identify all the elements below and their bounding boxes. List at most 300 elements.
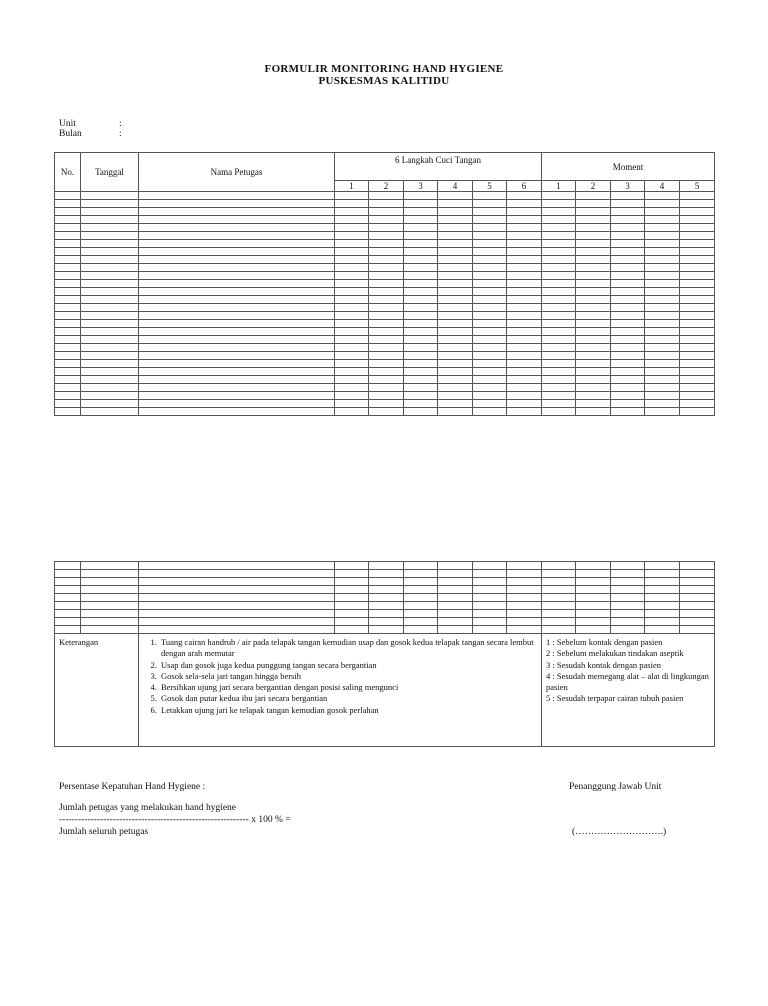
table-cell[interactable]: [645, 602, 680, 610]
table-cell[interactable]: [404, 400, 438, 408]
table-cell[interactable]: [81, 280, 139, 288]
table-cell[interactable]: [611, 296, 645, 304]
table-cell[interactable]: [139, 192, 335, 200]
table-cell[interactable]: [369, 368, 404, 376]
table-cell[interactable]: [369, 224, 404, 232]
table-cell[interactable]: [335, 400, 369, 408]
table-cell[interactable]: [404, 320, 438, 328]
table-cell[interactable]: [404, 368, 438, 376]
table-cell[interactable]: [507, 200, 542, 208]
table-cell[interactable]: [507, 586, 542, 594]
table-cell[interactable]: [139, 408, 335, 416]
table-cell[interactable]: [335, 200, 369, 208]
table-cell[interactable]: [369, 312, 404, 320]
table-cell[interactable]: [139, 562, 335, 570]
table-cell[interactable]: [680, 384, 715, 392]
table-cell[interactable]: [55, 392, 81, 400]
table-cell[interactable]: [542, 296, 576, 304]
table-cell[interactable]: [335, 578, 369, 586]
table-cell[interactable]: [404, 240, 438, 248]
table-cell[interactable]: [542, 360, 576, 368]
table-cell[interactable]: [576, 408, 611, 416]
table-cell[interactable]: [507, 344, 542, 352]
table-cell[interactable]: [369, 570, 404, 578]
table-cell[interactable]: [473, 272, 507, 280]
table-cell[interactable]: [404, 618, 438, 626]
table-cell[interactable]: [473, 304, 507, 312]
table-cell[interactable]: [645, 594, 680, 602]
table-cell[interactable]: [81, 602, 139, 610]
table-cell[interactable]: [611, 336, 645, 344]
table-cell[interactable]: [645, 256, 680, 264]
table-cell[interactable]: [645, 208, 680, 216]
table-cell[interactable]: [645, 192, 680, 200]
table-cell[interactable]: [81, 248, 139, 256]
table-cell[interactable]: [473, 602, 507, 610]
table-cell[interactable]: [507, 368, 542, 376]
table-cell[interactable]: [542, 224, 576, 232]
table-cell[interactable]: [81, 594, 139, 602]
table-cell[interactable]: [542, 232, 576, 240]
table-cell[interactable]: [369, 336, 404, 344]
table-cell[interactable]: [680, 240, 715, 248]
table-cell[interactable]: [404, 578, 438, 586]
table-cell[interactable]: [404, 408, 438, 416]
table-cell[interactable]: [507, 408, 542, 416]
table-cell[interactable]: [473, 594, 507, 602]
table-cell[interactable]: [680, 200, 715, 208]
table-cell[interactable]: [81, 400, 139, 408]
table-cell[interactable]: [473, 360, 507, 368]
table-cell[interactable]: [576, 288, 611, 296]
table-cell[interactable]: [139, 312, 335, 320]
table-cell[interactable]: [81, 610, 139, 618]
table-cell[interactable]: [438, 594, 473, 602]
table-cell[interactable]: [576, 344, 611, 352]
table-cell[interactable]: [680, 392, 715, 400]
table-cell[interactable]: [369, 618, 404, 626]
table-cell[interactable]: [404, 216, 438, 224]
table-cell[interactable]: [404, 610, 438, 618]
table-cell[interactable]: [680, 208, 715, 216]
table-cell[interactable]: [507, 320, 542, 328]
table-cell[interactable]: [542, 618, 576, 626]
table-cell[interactable]: [473, 336, 507, 344]
table-cell[interactable]: [680, 400, 715, 408]
table-cell[interactable]: [473, 368, 507, 376]
table-cell[interactable]: [645, 328, 680, 336]
table-cell[interactable]: [438, 562, 473, 570]
table-cell[interactable]: [645, 248, 680, 256]
table-cell[interactable]: [576, 312, 611, 320]
table-cell[interactable]: [473, 400, 507, 408]
table-cell[interactable]: [680, 248, 715, 256]
table-cell[interactable]: [369, 280, 404, 288]
table-cell[interactable]: [335, 594, 369, 602]
table-cell[interactable]: [680, 578, 715, 586]
table-cell[interactable]: [438, 200, 473, 208]
table-cell[interactable]: [335, 288, 369, 296]
table-cell[interactable]: [81, 320, 139, 328]
table-cell[interactable]: [473, 240, 507, 248]
table-cell[interactable]: [507, 296, 542, 304]
table-cell[interactable]: [542, 312, 576, 320]
table-cell[interactable]: [335, 248, 369, 256]
table-cell[interactable]: [576, 368, 611, 376]
table-cell[interactable]: [55, 360, 81, 368]
table-cell[interactable]: [611, 216, 645, 224]
table-cell[interactable]: [55, 562, 81, 570]
table-cell[interactable]: [680, 368, 715, 376]
table-cell[interactable]: [139, 352, 335, 360]
table-cell[interactable]: [55, 344, 81, 352]
table-cell[interactable]: [369, 586, 404, 594]
table-cell[interactable]: [645, 392, 680, 400]
table-cell[interactable]: [438, 368, 473, 376]
table-cell[interactable]: [611, 384, 645, 392]
table-cell[interactable]: [473, 618, 507, 626]
table-cell[interactable]: [369, 602, 404, 610]
table-cell[interactable]: [611, 618, 645, 626]
table-cell[interactable]: [542, 208, 576, 216]
table-cell[interactable]: [576, 280, 611, 288]
table-cell[interactable]: [81, 304, 139, 312]
table-cell[interactable]: [507, 594, 542, 602]
table-cell[interactable]: [611, 368, 645, 376]
table-cell[interactable]: [369, 304, 404, 312]
table-cell[interactable]: [335, 336, 369, 344]
table-cell[interactable]: [139, 264, 335, 272]
table-cell[interactable]: [55, 264, 81, 272]
table-cell[interactable]: [645, 336, 680, 344]
table-cell[interactable]: [139, 392, 335, 400]
table-cell[interactable]: [55, 384, 81, 392]
table-cell[interactable]: [507, 280, 542, 288]
table-cell[interactable]: [542, 248, 576, 256]
table-cell[interactable]: [438, 336, 473, 344]
table-cell[interactable]: [369, 610, 404, 618]
table-cell[interactable]: [645, 200, 680, 208]
table-cell[interactable]: [680, 232, 715, 240]
table-cell[interactable]: [139, 578, 335, 586]
table-cell[interactable]: [335, 570, 369, 578]
table-cell[interactable]: [335, 368, 369, 376]
table-cell[interactable]: [55, 408, 81, 416]
table-cell[interactable]: [335, 586, 369, 594]
table-cell[interactable]: [404, 328, 438, 336]
table-cell[interactable]: [55, 208, 81, 216]
table-cell[interactable]: [55, 296, 81, 304]
table-cell[interactable]: [335, 610, 369, 618]
table-cell[interactable]: [611, 328, 645, 336]
table-cell[interactable]: [139, 232, 335, 240]
table-cell[interactable]: [81, 224, 139, 232]
table-cell[interactable]: [369, 192, 404, 200]
table-cell[interactable]: [404, 296, 438, 304]
table-cell[interactable]: [369, 360, 404, 368]
table-cell[interactable]: [438, 312, 473, 320]
table-cell[interactable]: [404, 272, 438, 280]
table-cell[interactable]: [473, 312, 507, 320]
table-cell[interactable]: [335, 384, 369, 392]
table-cell[interactable]: [576, 328, 611, 336]
table-cell[interactable]: [369, 562, 404, 570]
table-cell[interactable]: [438, 360, 473, 368]
table-cell[interactable]: [139, 360, 335, 368]
table-cell[interactable]: [680, 602, 715, 610]
table-cell[interactable]: [335, 320, 369, 328]
table-cell[interactable]: [139, 368, 335, 376]
table-cell[interactable]: [542, 200, 576, 208]
table-cell[interactable]: [81, 312, 139, 320]
table-cell[interactable]: [542, 610, 576, 618]
table-cell[interactable]: [507, 360, 542, 368]
table-cell[interactable]: [404, 280, 438, 288]
table-cell[interactable]: [404, 264, 438, 272]
table-cell[interactable]: [438, 344, 473, 352]
table-cell[interactable]: [139, 602, 335, 610]
table-cell[interactable]: [438, 240, 473, 248]
table-cell[interactable]: [438, 578, 473, 586]
table-cell[interactable]: [645, 360, 680, 368]
table-cell[interactable]: [542, 368, 576, 376]
table-cell[interactable]: [507, 256, 542, 264]
table-cell[interactable]: [542, 344, 576, 352]
table-cell[interactable]: [438, 570, 473, 578]
table-cell[interactable]: [139, 586, 335, 594]
table-cell[interactable]: [139, 570, 335, 578]
table-cell[interactable]: [473, 296, 507, 304]
table-cell[interactable]: [473, 626, 507, 634]
table-cell[interactable]: [542, 384, 576, 392]
table-cell[interactable]: [473, 224, 507, 232]
table-cell[interactable]: [335, 256, 369, 264]
table-cell[interactable]: [645, 408, 680, 416]
table-cell[interactable]: [55, 578, 81, 586]
table-cell[interactable]: [335, 602, 369, 610]
table-cell[interactable]: [611, 288, 645, 296]
table-cell[interactable]: [473, 352, 507, 360]
table-cell[interactable]: [139, 626, 335, 634]
table-cell[interactable]: [139, 216, 335, 224]
table-cell[interactable]: [680, 216, 715, 224]
table-cell[interactable]: [680, 336, 715, 344]
table-cell[interactable]: [507, 312, 542, 320]
table-cell[interactable]: [473, 192, 507, 200]
table-cell[interactable]: [81, 352, 139, 360]
table-cell[interactable]: [81, 392, 139, 400]
table-cell[interactable]: [55, 328, 81, 336]
table-cell[interactable]: [404, 208, 438, 216]
table-cell[interactable]: [645, 264, 680, 272]
table-cell[interactable]: [404, 200, 438, 208]
table-cell[interactable]: [680, 312, 715, 320]
table-cell[interactable]: [507, 400, 542, 408]
table-cell[interactable]: [55, 232, 81, 240]
table-cell[interactable]: [404, 602, 438, 610]
table-cell[interactable]: [404, 232, 438, 240]
table-cell[interactable]: [139, 240, 335, 248]
table-cell[interactable]: [680, 352, 715, 360]
table-cell[interactable]: [611, 240, 645, 248]
table-cell[interactable]: [645, 320, 680, 328]
table-cell[interactable]: [55, 336, 81, 344]
table-cell[interactable]: [576, 392, 611, 400]
table-cell[interactable]: [438, 376, 473, 384]
table-cell[interactable]: [55, 368, 81, 376]
table-cell[interactable]: [507, 562, 542, 570]
table-cell[interactable]: [611, 352, 645, 360]
table-cell[interactable]: [438, 256, 473, 264]
table-cell[interactable]: [611, 602, 645, 610]
table-cell[interactable]: [139, 618, 335, 626]
table-cell[interactable]: [473, 216, 507, 224]
table-cell[interactable]: [611, 280, 645, 288]
table-cell[interactable]: [438, 216, 473, 224]
table-cell[interactable]: [55, 280, 81, 288]
table-cell[interactable]: [576, 376, 611, 384]
table-cell[interactable]: [507, 392, 542, 400]
table-cell[interactable]: [645, 216, 680, 224]
table-cell[interactable]: [507, 352, 542, 360]
table-cell[interactable]: [576, 304, 611, 312]
table-cell[interactable]: [576, 586, 611, 594]
table-cell[interactable]: [55, 594, 81, 602]
table-cell[interactable]: [438, 304, 473, 312]
table-cell[interactable]: [542, 408, 576, 416]
table-cell[interactable]: [55, 192, 81, 200]
table-cell[interactable]: [55, 352, 81, 360]
table-cell[interactable]: [404, 384, 438, 392]
table-cell[interactable]: [335, 392, 369, 400]
table-cell[interactable]: [645, 304, 680, 312]
table-cell[interactable]: [139, 280, 335, 288]
table-cell[interactable]: [576, 296, 611, 304]
table-cell[interactable]: [55, 586, 81, 594]
table-cell[interactable]: [507, 384, 542, 392]
table-cell[interactable]: [81, 200, 139, 208]
table-cell[interactable]: [81, 408, 139, 416]
table-cell[interactable]: [438, 272, 473, 280]
table-cell[interactable]: [645, 296, 680, 304]
table-cell[interactable]: [81, 360, 139, 368]
table-cell[interactable]: [404, 224, 438, 232]
table-cell[interactable]: [680, 304, 715, 312]
table-cell[interactable]: [611, 256, 645, 264]
table-cell[interactable]: [404, 352, 438, 360]
table-cell[interactable]: [335, 626, 369, 634]
table-cell[interactable]: [139, 256, 335, 264]
table-cell[interactable]: [438, 288, 473, 296]
table-cell[interactable]: [473, 384, 507, 392]
table-cell[interactable]: [680, 586, 715, 594]
table-cell[interactable]: [576, 352, 611, 360]
table-cell[interactable]: [473, 586, 507, 594]
table-cell[interactable]: [369, 400, 404, 408]
table-cell[interactable]: [55, 320, 81, 328]
table-cell[interactable]: [507, 192, 542, 200]
table-cell[interactable]: [507, 570, 542, 578]
table-cell[interactable]: [55, 602, 81, 610]
table-cell[interactable]: [507, 264, 542, 272]
table-cell[interactable]: [438, 208, 473, 216]
table-cell[interactable]: [81, 240, 139, 248]
table-cell[interactable]: [680, 264, 715, 272]
table-cell[interactable]: [542, 328, 576, 336]
table-cell[interactable]: [542, 570, 576, 578]
table-cell[interactable]: [404, 392, 438, 400]
table-cell[interactable]: [611, 562, 645, 570]
table-cell[interactable]: [473, 200, 507, 208]
table-cell[interactable]: [576, 594, 611, 602]
table-cell[interactable]: [369, 208, 404, 216]
table-cell[interactable]: [55, 376, 81, 384]
table-cell[interactable]: [680, 192, 715, 200]
table-cell[interactable]: [335, 216, 369, 224]
table-cell[interactable]: [611, 320, 645, 328]
table-cell[interactable]: [335, 344, 369, 352]
table-cell[interactable]: [369, 328, 404, 336]
table-cell[interactable]: [369, 344, 404, 352]
table-cell[interactable]: [335, 208, 369, 216]
table-cell[interactable]: [542, 304, 576, 312]
table-cell[interactable]: [611, 224, 645, 232]
table-cell[interactable]: [542, 336, 576, 344]
table-cell[interactable]: [611, 272, 645, 280]
table-cell[interactable]: [680, 594, 715, 602]
table-cell[interactable]: [680, 376, 715, 384]
table-cell[interactable]: [576, 360, 611, 368]
table-cell[interactable]: [542, 562, 576, 570]
table-cell[interactable]: [542, 578, 576, 586]
table-cell[interactable]: [404, 336, 438, 344]
table-cell[interactable]: [680, 288, 715, 296]
table-cell[interactable]: [473, 280, 507, 288]
table-cell[interactable]: [611, 578, 645, 586]
table-cell[interactable]: [507, 336, 542, 344]
table-cell[interactable]: [473, 408, 507, 416]
table-cell[interactable]: [438, 296, 473, 304]
table-cell[interactable]: [542, 240, 576, 248]
table-cell[interactable]: [81, 328, 139, 336]
table-cell[interactable]: [369, 272, 404, 280]
table-cell[interactable]: [611, 312, 645, 320]
table-cell[interactable]: [576, 578, 611, 586]
table-cell[interactable]: [645, 562, 680, 570]
table-cell[interactable]: [645, 400, 680, 408]
table-cell[interactable]: [81, 208, 139, 216]
table-cell[interactable]: [139, 208, 335, 216]
table-cell[interactable]: [680, 224, 715, 232]
table-cell[interactable]: [507, 304, 542, 312]
table-cell[interactable]: [680, 320, 715, 328]
table-cell[interactable]: [81, 618, 139, 626]
table-cell[interactable]: [81, 272, 139, 280]
table-cell[interactable]: [576, 224, 611, 232]
table-cell[interactable]: [139, 344, 335, 352]
table-cell[interactable]: [645, 240, 680, 248]
table-cell[interactable]: [611, 344, 645, 352]
table-cell[interactable]: [369, 320, 404, 328]
table-cell[interactable]: [55, 240, 81, 248]
table-cell[interactable]: [576, 626, 611, 634]
table-cell[interactable]: [645, 272, 680, 280]
table-cell[interactable]: [55, 272, 81, 280]
table-cell[interactable]: [81, 626, 139, 634]
table-cell[interactable]: [645, 578, 680, 586]
table-cell[interactable]: [576, 618, 611, 626]
table-cell[interactable]: [576, 192, 611, 200]
